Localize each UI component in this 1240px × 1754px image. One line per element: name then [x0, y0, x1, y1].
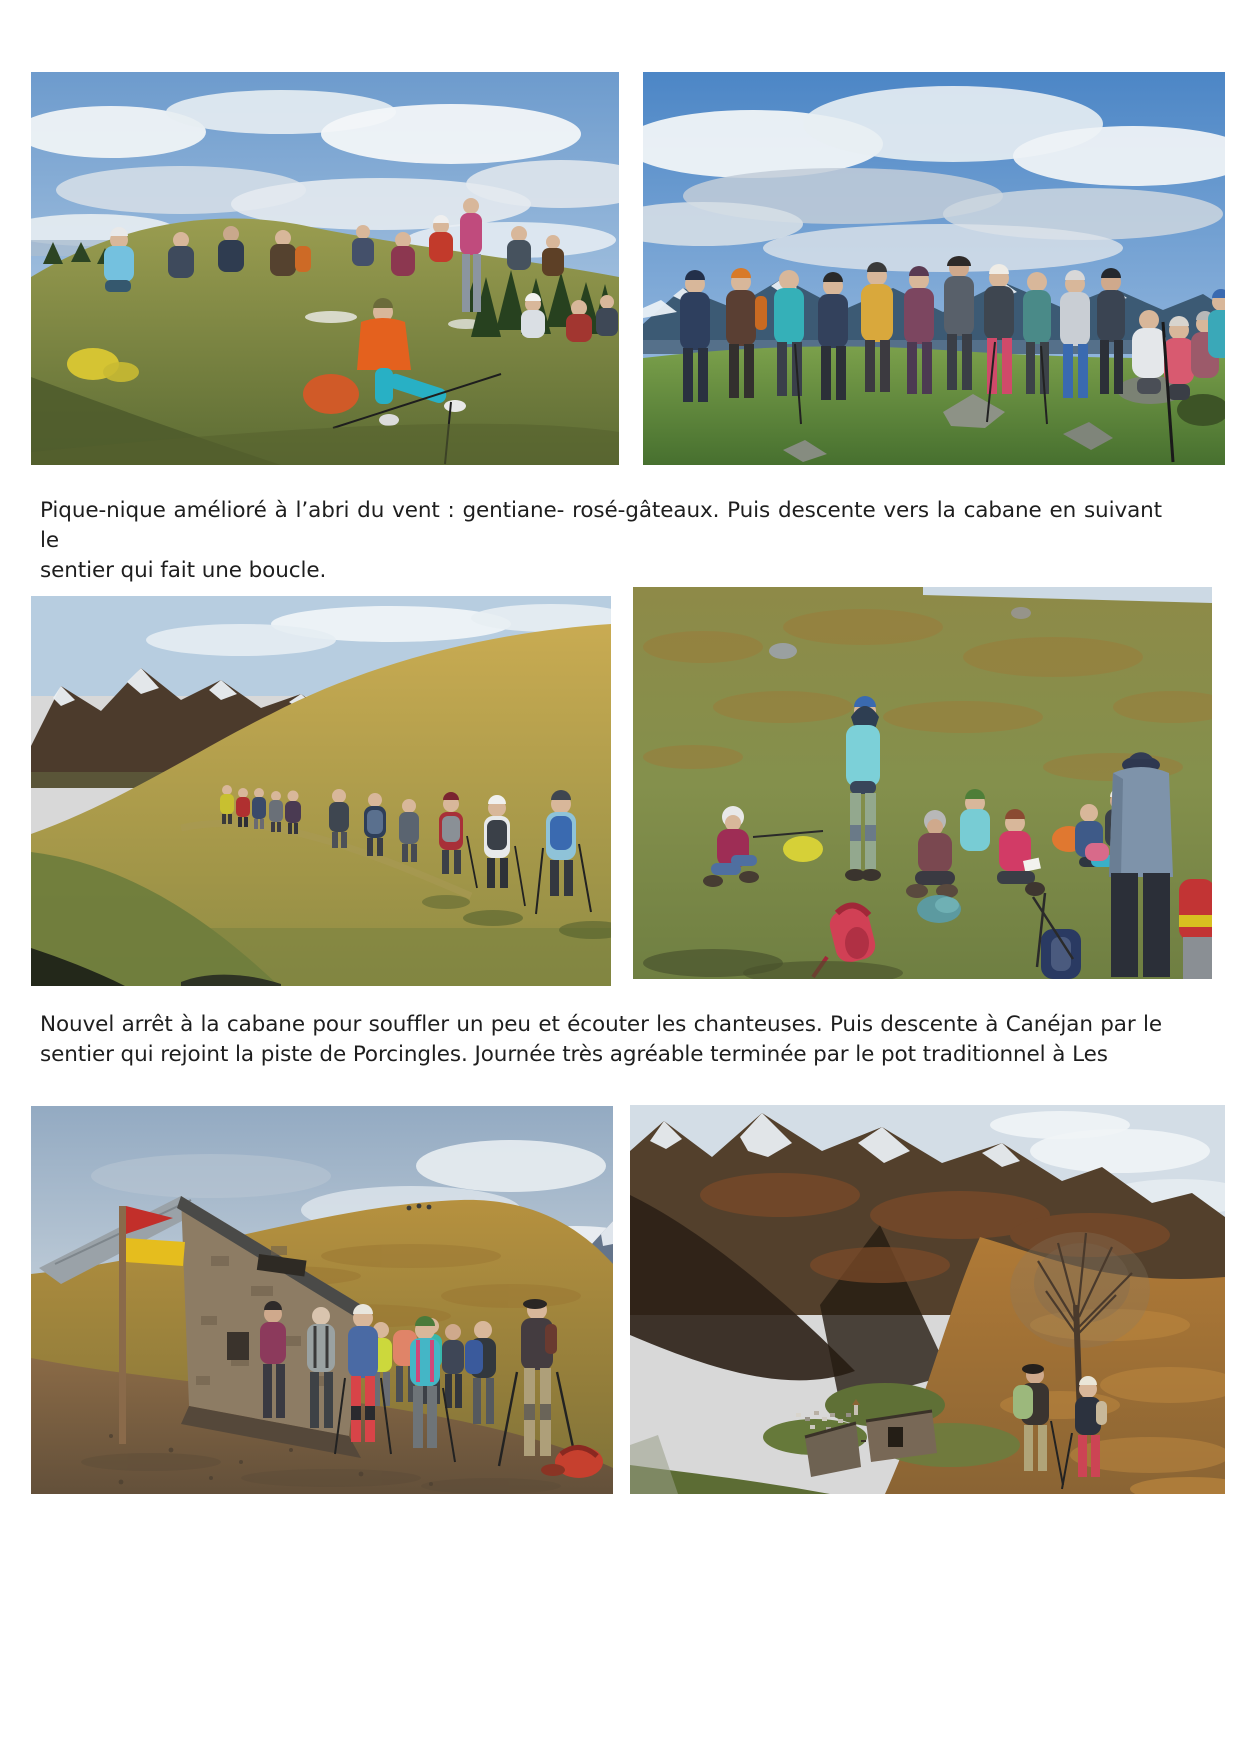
- valley-view-illustration: [630, 1105, 1225, 1494]
- paragraph-2-line-2: sentier qui rejoint la piste de Porcingles. Journée très agréable terminée par le pot traditionnel à Les: [40, 1042, 1108, 1067]
- group-ridge-illustration: [643, 72, 1225, 465]
- photo-stone-cabin: [31, 1106, 613, 1494]
- paragraph-2-line-1: Nouvel arrêt à la cabane pour souffler un peu et écouter les chanteuses. Puis descente à Canéjan par le: [40, 1012, 1162, 1037]
- paragraph-2: [40, 1010, 1162, 1070]
- rest-meadow-illustration: [633, 587, 1212, 979]
- photo-descent-trail: [31, 596, 611, 986]
- navy-backpack: [1041, 929, 1081, 979]
- descent-trail-illustration: [31, 596, 611, 986]
- stone-cabin-illustration: [31, 1106, 613, 1494]
- summit-picnic-illustration: [31, 72, 619, 465]
- photo-valley-view: [630, 1105, 1225, 1494]
- paragraph-1-line-1: Pique-nique amélioré à l’abri du vent : gentiane- rosé-gâteaux. Puis descente vers la cabane en suivant le: [40, 498, 1169, 553]
- photo-summit-picnic: [31, 72, 619, 465]
- photo-rest-meadow: [633, 587, 1212, 979]
- paragraph-1-line-2: sentier qui fait une boucle.: [40, 558, 327, 583]
- photo-group-ridge: [643, 72, 1225, 465]
- paragraph-1: [40, 496, 1169, 586]
